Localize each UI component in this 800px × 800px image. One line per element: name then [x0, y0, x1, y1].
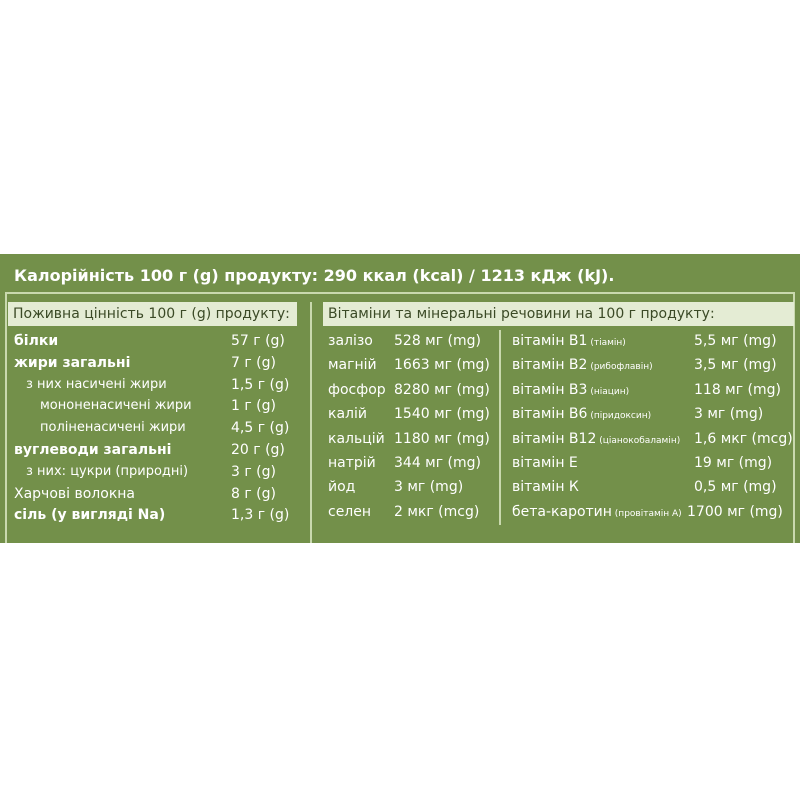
nutrition-row — [14, 504, 289, 526]
vitamin-value: 0,5 мг (mg) — [694, 479, 777, 496]
mineral-value: 3 мг (mg) — [394, 479, 464, 496]
nutrition-value: 3 г (g) — [231, 463, 276, 480]
divider-main — [310, 302, 312, 543]
mineral-value: 344 мг (mg) — [394, 455, 481, 471]
mineral-label: кальцій — [328, 430, 385, 447]
mineral-row — [328, 501, 493, 523]
nutrition-label: сіль (у вигляді Na) — [14, 507, 166, 524]
vitamin-note: (ніацин) — [587, 386, 630, 397]
mineral-value: 1540 мг (mg) — [394, 406, 490, 423]
nutrition-label: поліненасичені жири — [40, 420, 186, 436]
mineral-label: калій — [328, 406, 367, 423]
mineral-row — [328, 452, 493, 474]
calorie-title: Калорійність 100 г (g) продукту: 290 ккал (kcal) / 1213 кДж (kJ). — [14, 266, 615, 285]
vitamin-label: вітамін К — [512, 479, 579, 496]
nutrition-panel — [0, 254, 800, 543]
mineral-value: 2 мкг (mcg) — [394, 503, 480, 520]
nutrition-row — [14, 395, 289, 417]
vitamin-label: вітамін Е — [512, 455, 578, 471]
nutrition-row — [14, 374, 289, 396]
mineral-row — [328, 428, 493, 450]
nutrition-label: жири загальні — [14, 354, 131, 371]
nutrition-label: вуглеводи загальні — [14, 442, 172, 458]
mineral-row — [328, 330, 493, 352]
nutrition-label: мононенасичені жири — [40, 398, 192, 414]
vitamins-header: Вітаміни та мінеральні речовини на 100 г продукту: — [323, 302, 794, 326]
mineral-label: натрій — [328, 455, 376, 471]
mineral-value: 8280 мг (mg) — [394, 381, 490, 398]
nutrition-list — [14, 330, 289, 530]
vitamin-label: вітамін В12 (ціанокобаламін) — [512, 430, 681, 447]
vitamin-note: (провітамін А) — [611, 508, 682, 519]
nutrition-label: з них насичені жири — [26, 376, 167, 392]
mineral-label: йод — [328, 479, 356, 496]
vitamin-label: вітамін В6 (піридоксин) — [512, 406, 652, 423]
nutrition-value: 4,5 г (g) — [231, 420, 290, 437]
vitamins-list — [512, 330, 793, 530]
nutrition-value: 20 г (g) — [231, 442, 285, 458]
mineral-value: 1180 мг (mg) — [394, 430, 490, 447]
mineral-row — [328, 379, 493, 401]
vitamin-row — [512, 330, 782, 352]
mineral-row — [328, 354, 493, 376]
vitamin-label: вітамін В2 (рибофлавін) — [512, 357, 653, 374]
vitamin-row — [512, 403, 782, 425]
vitamin-row — [512, 476, 782, 498]
divider-minerals — [499, 330, 501, 525]
nutrition-value: 1,3 г (g) — [231, 507, 290, 524]
mineral-value: 528 мг (mg) — [394, 333, 481, 349]
nutrition-row — [14, 439, 289, 461]
vitamin-row — [512, 501, 782, 523]
mineral-row — [328, 403, 493, 425]
minerals-list — [328, 330, 493, 530]
vitamin-value: 3,5 мг (mg) — [694, 357, 777, 374]
vitamin-label: вітамін В3 (ніацин) — [512, 381, 630, 398]
vitamin-label: бета-каротин (провітамін А) — [512, 503, 682, 520]
vitamin-row — [512, 428, 793, 450]
nutrition-label: білки — [14, 333, 59, 349]
nutrition-value: 7 г (g) — [231, 354, 276, 371]
nutrition-value: 8 г (g) — [231, 485, 276, 502]
vitamin-label: вітамін В1 (тіамін) — [512, 333, 626, 349]
nutrition-value: 57 г (g) — [231, 333, 285, 349]
nutrition-row — [14, 330, 289, 352]
nutrition-value: 1 г (g) — [231, 398, 276, 415]
vitamin-value: 1,6 мкг (mcg) — [694, 430, 793, 447]
vitamin-value: 118 мг (mg) — [694, 381, 781, 398]
vitamin-value: 3 мг (mg) — [694, 406, 764, 423]
mineral-label: селен — [328, 503, 372, 520]
vitamin-note: (ціанокобаламін) — [596, 435, 681, 446]
vitamin-row — [512, 452, 782, 474]
vitamin-value: 19 мг (mg) — [694, 455, 773, 471]
mineral-label: магній — [328, 357, 377, 374]
mineral-row — [328, 476, 493, 498]
vitamin-row — [512, 379, 782, 401]
mineral-value: 1663 мг (mg) — [394, 357, 490, 374]
vitamin-note: (піридоксин) — [587, 411, 652, 422]
vitamin-note: (рибофлавін) — [587, 362, 653, 373]
nutrition-row — [14, 461, 289, 483]
nutrition-value: 1,5 г (g) — [231, 376, 290, 393]
nutrition-header: Поживна цінність 100 г (g) продукту: — [8, 302, 297, 326]
vitamin-note: (тіамін) — [587, 338, 626, 348]
nutrition-label: з них: цукри (природні) — [26, 463, 189, 479]
nutrition-row — [14, 483, 289, 505]
nutrition-label: Харчові волокна — [14, 485, 136, 502]
vitamin-row — [512, 354, 782, 376]
nutrition-row — [14, 352, 289, 374]
vitamin-value: 5,5 мг (mg) — [694, 333, 777, 349]
mineral-label: залізо — [328, 333, 373, 349]
vitamin-value: 1700 мг (mg) — [687, 503, 783, 520]
nutrition-row — [14, 417, 289, 439]
mineral-label: фосфор — [328, 381, 386, 398]
